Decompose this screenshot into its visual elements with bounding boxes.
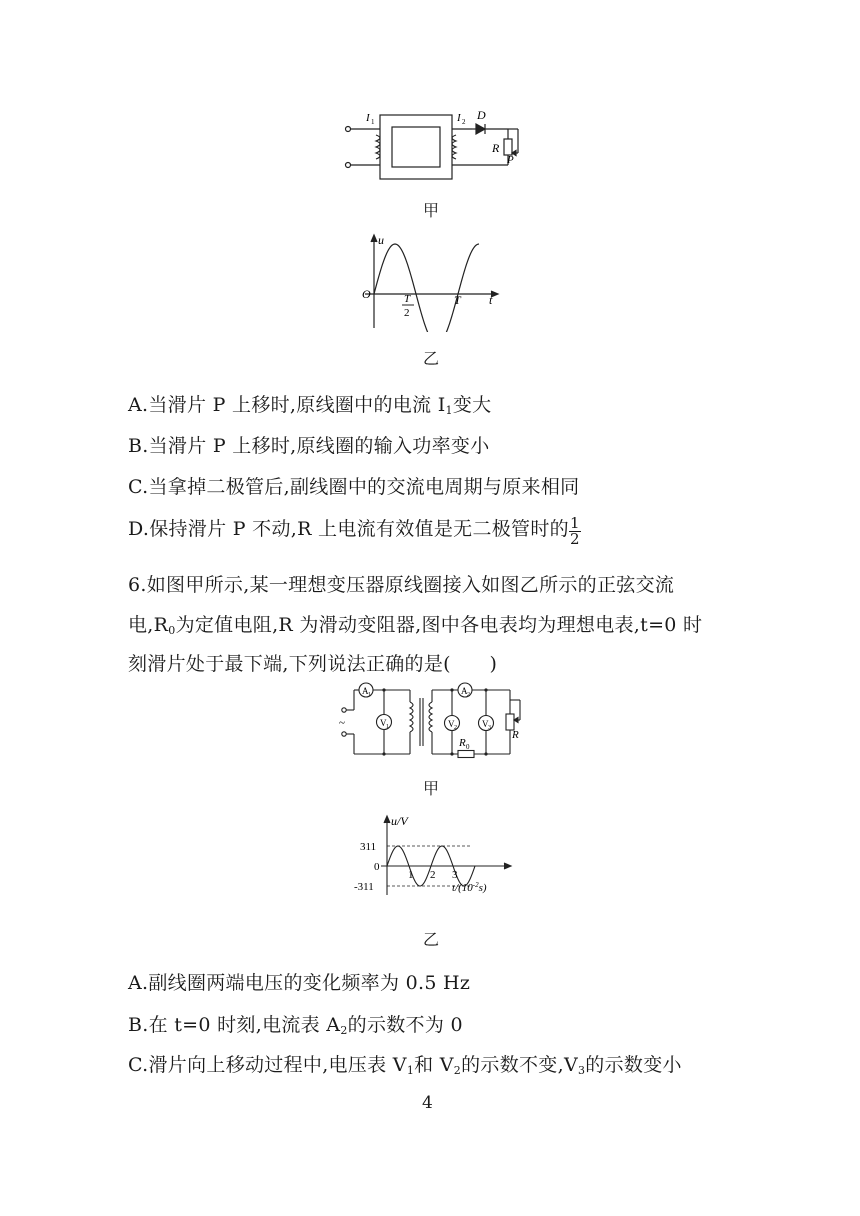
transformer-meters-circuit	[334, 682, 534, 764]
origin-label: O	[362, 287, 371, 301]
figure2-yi-caption: 乙	[423, 930, 440, 949]
u-axis-label: u	[378, 233, 384, 247]
q5-option-d: D.保持滑片 P 不动,R 上电流有效值是无二极管时的 $\frac{1}{2}$	[128, 514, 580, 548]
page-number: 4	[422, 1093, 433, 1113]
q6-stem-line3: 刻滑片处于最下端,下列说法正确的是( )	[128, 653, 498, 675]
figure1-jia-caption: 甲	[423, 201, 440, 220]
ac-source-symbol: ~	[339, 717, 345, 729]
x-tick-1: 1	[408, 869, 414, 881]
q6-option-c: C.滑片向上移动过程中,电压表 $V_1$和 $V_2$的示数不变$,V_3$的示数变小	[128, 1054, 682, 1077]
t-half-numerator: T	[404, 293, 411, 305]
q6-option-a: A.副线圈两端电压的变化频率为 0.5 Hz	[128, 972, 471, 994]
label-d: D	[477, 108, 486, 122]
figure1-yi-caption: 乙	[423, 349, 440, 368]
q6-option-b: B.在 t=0 时刻,电流表 $A_2$的示数不为 0	[128, 1014, 463, 1037]
meter-a1-label: A	[362, 686, 369, 696]
x-tick-2: 2	[430, 869, 436, 881]
meter-v2-sub: 2	[454, 725, 457, 731]
label-p: P	[507, 154, 514, 166]
sine-curve	[374, 244, 479, 332]
q5-option-a: A.当滑片 P 上移时,原线圈中的电流 $I_1$变大	[128, 394, 492, 417]
fraction-one-half: $\frac{1}{2}$	[569, 514, 580, 548]
transformer-diode-circuit	[340, 105, 530, 190]
y-tick-zero: 0	[374, 861, 380, 873]
meter-a2-label: A	[461, 686, 468, 696]
period-label: T	[454, 293, 461, 307]
label-i2-sub: 2	[462, 118, 466, 126]
y-tick-min: -311	[354, 881, 374, 893]
meter-a2-sub: 2	[467, 692, 470, 698]
meter-v2-label: V	[448, 719, 455, 729]
meter-v3-label: V	[482, 719, 489, 729]
meter-v1-sub: 1	[386, 724, 389, 730]
t-axis-label: t	[489, 293, 493, 307]
label-i2: I	[457, 112, 461, 124]
label-i1-sub: 1	[371, 118, 375, 126]
y-tick-max: 311	[360, 841, 377, 853]
meter-a1-sub: 1	[368, 692, 371, 698]
sine-wave-graph-1	[355, 232, 505, 332]
label-i1: I	[366, 112, 370, 124]
label-r: R	[492, 141, 500, 155]
x-tick-3: 3	[452, 869, 458, 881]
t-half-denominator: 2	[404, 307, 410, 319]
x-axis-label: $t/(10^{-2}s)$	[452, 881, 487, 894]
meter-v1-label: V	[380, 718, 387, 728]
q5-option-b: B.当滑片 P 上移时,原线圈的输入功率变小	[128, 435, 490, 457]
meter-v3-sub: 3	[488, 725, 491, 731]
y-axis-label: u/V	[391, 814, 408, 828]
rheostat-r-label: R	[512, 729, 519, 741]
q6-stem-line1: 6.如图甲所示,某一理想变压器原线圈接入如图乙所示的正弦交流	[128, 574, 675, 596]
q6-stem-line2: 电$,R_0$为定值电阻,R 为滑动变阻器,图中各电表均为理想电表,t=0 时	[128, 614, 703, 637]
figure2-jia-caption: 甲	[423, 779, 440, 798]
sine-wave-graph-2	[336, 811, 516, 896]
resistor-r0-sub: 0	[466, 743, 470, 751]
resistor-r0-label: R	[459, 737, 466, 749]
q5-option-c: C.当拿掉二极管后,副线圈中的交流电周期与原来相同	[128, 476, 580, 498]
